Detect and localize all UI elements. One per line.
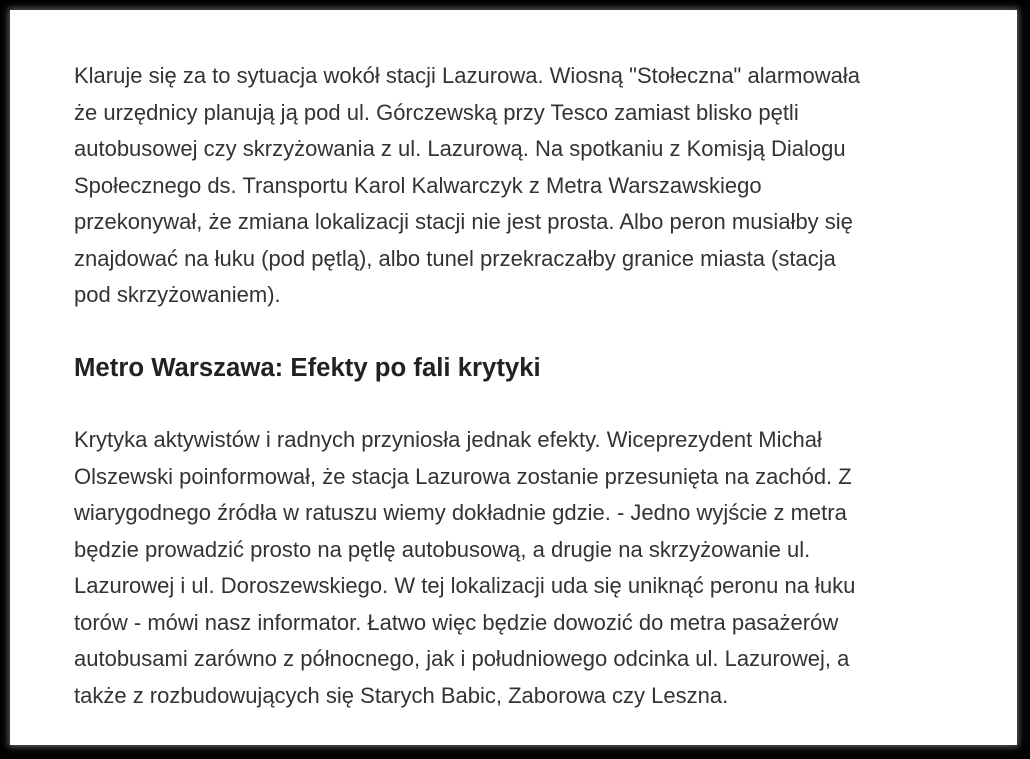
article-frame <box>10 10 1017 745</box>
text-line: także z rozbudowujących się Starych Babic, Zaborowa czy Leszna. <box>74 682 729 708</box>
text-line: wiarygodnego źródła w ratuszu wiemy dokładnie gdzie. - Jedno wyjście z metra <box>74 500 847 525</box>
text-line: będzie prowadzić prosto na pętlę autobusową, a drugie na skrzyżowanie ul. <box>74 536 811 562</box>
paragraph-criticism-effects <box>74 422 1014 714</box>
text-line: Krytyka aktywistów i radnych przyniosła jednak efekty. Wiceprezydent Michał <box>74 427 822 452</box>
text-line: Olszewski poinformował, że stacja Lazurowa zostanie przesunięta na zachód. Z <box>74 463 852 489</box>
text-line: torów - mówi nasz informator. Łatwo więc będzie dowozić do metra pasażerów <box>74 609 839 635</box>
text-line: autobusami zarówno z północnego, jak i południowego odcinka ul. Lazurowej, a <box>74 646 850 671</box>
text-line: znajdować na łuku (pod pętlą), albo tunel przekraczałby granice miasta (stacja <box>74 245 836 271</box>
paragraph-lazurowa-situation <box>74 58 1014 314</box>
section-heading: Metro Warszawa: Efekty po fali krytyki <box>74 353 541 382</box>
text-line: przekonywał, że zmiana lokalizacji stacji nie jest prosta. Albo peron musiałby się <box>74 209 853 234</box>
text-line: Społecznego ds. Transportu Karol Kalwarczyk z Metra Warszawskiego <box>74 172 762 198</box>
text-line: autobusowej czy skrzyżowania z ul. Lazurową. Na spotkaniu z Komisją Dialogu <box>74 136 846 161</box>
text-line: Klaruje się za to sytuacja wokół stacji Lazurowa. Wiosną "Stołeczna" alarmowała <box>74 63 860 88</box>
text-line: Lazurowej i ul. Doroszewskiego. W tej lokalizacji uda się uniknąć peronu na łuku <box>74 573 856 598</box>
text-line: że urzędnicy planują ją pod ul. Górczewską przy Tesco zamiast blisko pętli <box>74 99 799 125</box>
article-content <box>74 58 1014 714</box>
text-line: pod skrzyżowaniem). <box>74 282 281 307</box>
